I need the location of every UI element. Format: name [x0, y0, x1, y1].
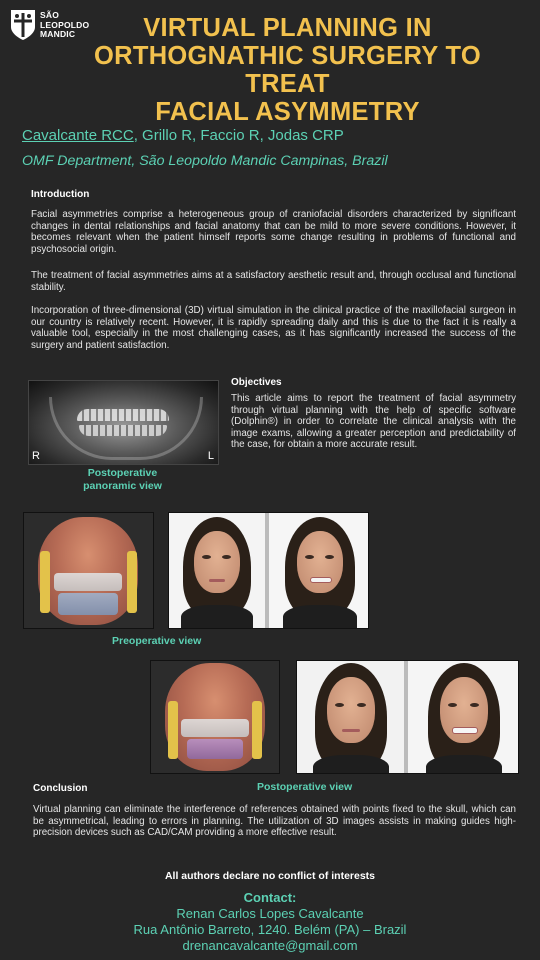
introduction-paragraph-1: Facial asymmetries comprise a heterogeneous group of craniofacial disorders characterized by significant changes in dental relationships and facial anatomy that can be mild to more severe conditions. However, it becomes relevant when the patient himself reports some change resulting in problems of functional and psychosocial origin.: [31, 209, 516, 255]
conclusion-paragraph: Virtual planning can eliminate the interference of references obtained with points fixed to the skull, which can be asymmetrical, leading to errors in planning. The utilization of 3D images assists in making guides high-precision devices such as CAD/CAM providing a more effective result.: [33, 804, 516, 839]
introduction-paragraph-2: The treatment of facial asymmetries aims at a satisfactory aesthetic result and, through occlusal and functional stability.: [31, 270, 516, 293]
contact-block: [0, 890, 540, 954]
panoramic-caption: Postoperative panoramic view: [83, 467, 162, 492]
co-authors: , Grillo R, Faccio R, Jodas CRP: [133, 127, 344, 144]
preoperative-caption: Preoperative view: [112, 635, 202, 647]
logo-text: SÃO LEOPOLDO MANDIC: [40, 10, 90, 40]
xray-left-label: L: [207, 450, 214, 462]
objectives-paragraph: This article aims to report the treatment of facial asymmetry through virtual planning with the help of specific software (Dolphin®) in order to correlate the clinical analysis with the image exams, allowing a greater perception and predictability of the case, for obtain a more accurate result.: [231, 393, 516, 451]
affiliation: OMF Department, São Leopoldo Mandic Campinas, Brazil: [22, 153, 388, 169]
contact-address: Rua Antônio Barreto, 1240. Belém (PA) – Brazil: [133, 922, 407, 937]
introduction-paragraph-3: Incorporation of three-dimensional (3D) virtual simulation in the clinical practice of the maxillofacial surgeon in our country is relatively recent. However, it is rapidly spreading daily and this is due to the fact it is really a valuable tool, especially in the most challenging cases, as it has significantly increased the success of the surgery and patient satisfaction.: [31, 305, 516, 351]
postoperative-photos: [296, 660, 519, 774]
introduction-heading: Introduction: [31, 189, 90, 200]
preoperative-photos: [168, 512, 369, 629]
contact-email[interactable]: drenancavalcante@gmail.com: [182, 938, 358, 953]
postoperative-3d-render: [150, 660, 280, 774]
xray-right-label: R: [32, 450, 40, 462]
objectives-heading: Objectives: [231, 377, 282, 388]
preoperative-3d-render: [23, 512, 154, 629]
authors-line: [22, 127, 344, 144]
postoperative-caption: Postoperative view: [257, 781, 353, 793]
conclusion-heading: Conclusion: [33, 783, 88, 794]
first-author-link[interactable]: Cavalcante RCC: [22, 127, 134, 144]
panoramic-xray-image: [28, 380, 219, 465]
contact-heading: Contact:: [243, 890, 297, 905]
poster-title: VIRTUAL PLANNING IN ORTHOGNATHIC SURGERY TO TREAT FACIAL ASYMMETRY: [93, 14, 482, 126]
contact-name: Renan Carlos Lopes Cavalcante: [176, 906, 364, 921]
shield-icon: [10, 9, 36, 41]
conflict-statement: All authors declare no conflict of interests: [164, 870, 376, 882]
